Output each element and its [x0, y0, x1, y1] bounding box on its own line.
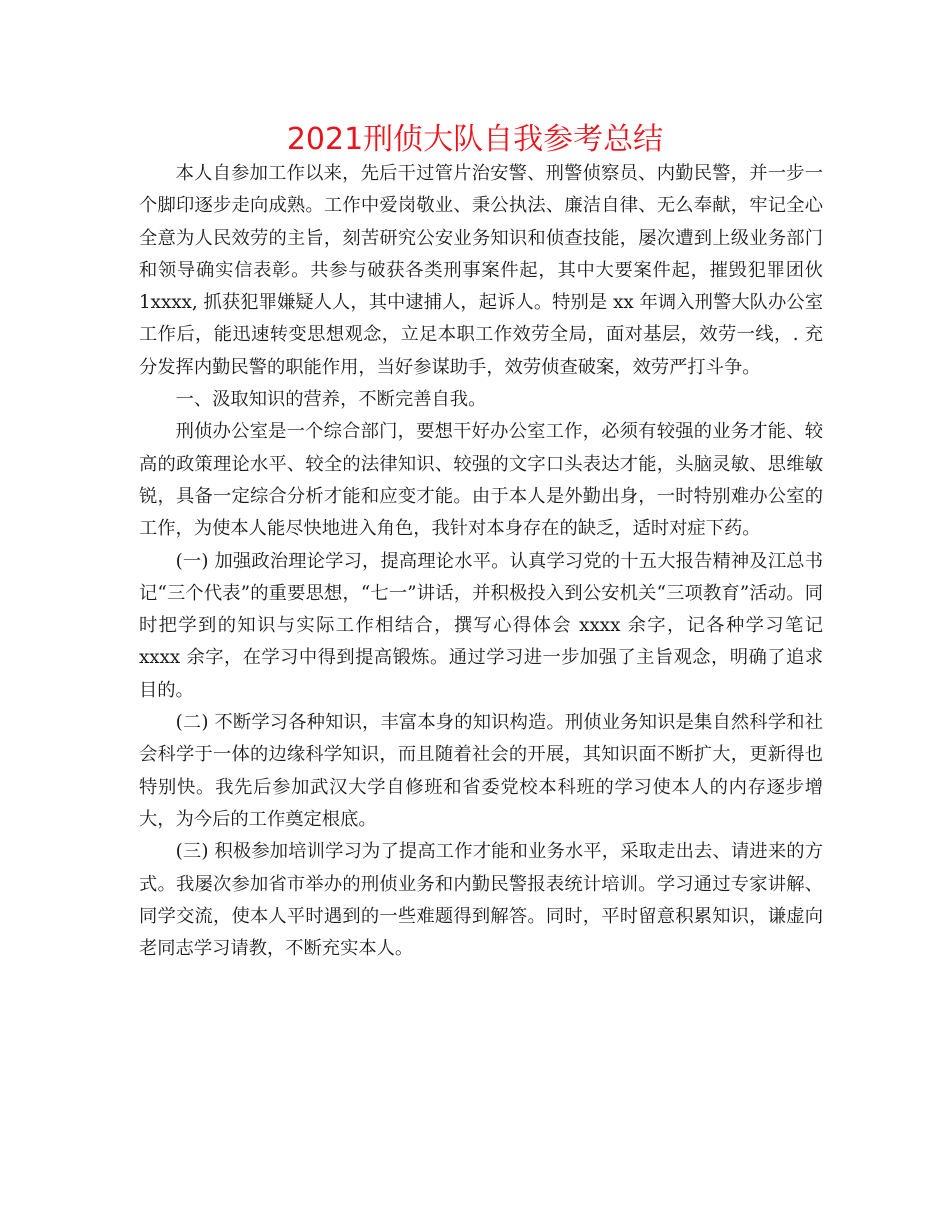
- paragraph-intro: 本人自参加工作以来，先后干过管片治安警、刑警侦察员、内勤民警，并一步一个脚印逐步走向成熟。工作中爱岗敬业、秉公执法、廉洁自律、无么奉献，牢记全心全意为人民效劳的主旨，刻苦研究公安业务知识和侦查技能，屡次遭到上级业务部门和领导确实信表彰。共参与破获各类刑事案件起，其中大要案件起，摧毁犯罪团伙 1xxxx, 抓获犯罪嫌疑人人，其中逮捕人，起诉人。特别是 xx 年调入刑警大队办公室工作后，能迅速转变思想观念，立足本职工作效劳全局，面对基层，效劳一线，. 充分发挥内勤民警的职能作用，当好参谋助手，效劳侦查破案，效劳严打斗争。: [139, 163, 823, 378]
- paragraph-item-3: (三) 积极参加培训学习为了提高工作才能和业务水平，采取走出去、请进来的方式。我屡次参加省市举办的刑侦业务和内勤民警报表统计培训。学习通过专家讲解、同学交流，使本人平时遇到的一些难题得到解答。同时，平时留意积累知识，谦虚向老同志学习请教，不断充实本人。: [139, 841, 823, 960]
- paragraph-office: 刑侦办公室是一个综合部门，要想干好办公室工作，必须有较强的业务才能、较高的政策理论水平、较全的法律知识、较强的文字口头表达才能，头脑灵敏、思维敏锐，具备一定综合分析才能和应变才能。由于本人是外勤出身，一时特别难办公室的工作，为使本人能尽快地进入角色，我针对本身存在的缺乏，适时对症下药。: [139, 421, 823, 540]
- section-heading-1: 一、汲取知识的营养，不断完善自我。: [175, 389, 487, 411]
- document-body: [139, 158, 823, 965]
- paragraph-item-1: (一) 加强政治理论学习，提高理论水平。认真学习党的十五大报告精神及江总书记“三个代表”的重要思想，“七一”讲话，并积极投入到公安机关“三项教育”活动。同时把学到的知识与实际工作相结合，撰写心得体会 xxxx 余字，记各种学习笔记 xxxx 余字，在学习中得到提高锻炼。通过学习进一步加强了主旨观念，明确了追求目的。: [139, 550, 823, 701]
- paragraph-item-2: (二) 不断学习各种知识，丰富本身的知识构造。刑侦业务知识是集自然科学和社会科学于一体的边缘科学知识，而且随着社会的开展，其知识面不断扩大，更新得也特别快。我先后参加武汉大学自修班和省委党校本科班的学习使本人的内存逐步增大，为今后的工作奠定根底。: [139, 712, 823, 830]
- document-title: 2021刑侦大队自我参考总结: [286, 122, 664, 157]
